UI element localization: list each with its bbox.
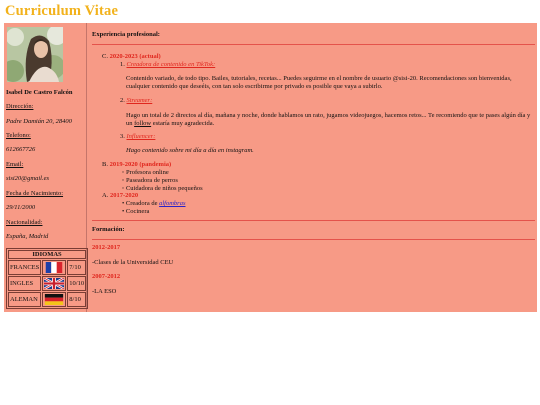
sub-item-1 [120,61,215,68]
phone-label: Telefono: [6,132,31,139]
list-item-text: Cuidadora de niños pequeños [125,185,203,192]
divider [92,220,535,221]
tiktok-link[interactable]: Creadora de contenido en TikTok: [126,61,216,68]
influencer-link[interactable]: Influencer: [126,133,156,140]
list-marker: A. [102,192,109,199]
streamer-text-b: estaría muy agradecida. [151,120,215,127]
cv-container [4,23,537,312]
language-score: 7/10 [67,260,86,275]
list-item-text: Paseadora de perros [125,177,178,184]
list-item: ◦ Profesora online [122,169,169,176]
influencer-description: Hago contenido sobre mi día a día en instagram. [126,147,254,154]
sub-item-3 [120,133,155,140]
job-c-heading [102,53,161,60]
language-name: ALEMAN [8,292,41,307]
profile-photo [7,27,63,82]
alfombras-link[interactable]: alfombras [159,200,186,207]
job-a-period: 2017-2020 [109,192,139,199]
uk-flag-icon [42,276,66,291]
education-period: 2007-2012 [92,273,121,280]
table-row [8,292,86,307]
list-marker: 1. [120,61,125,68]
tiktok-description: Contenido variado, de todo tipo. Bailes, tutoriales, recetas... Puedes seguirme en el nombre de usuario @sisi-20. Recomendaciones son bienvenidas, cualquier contenido que deseéis, con tan solo escribirme por privado es posible que vaya a subirlo. [126,75,512,90]
birth-label: Fecha de Nacimiento: [6,190,64,197]
language-score: 10/10 [67,276,86,291]
sidebar [4,23,87,312]
divider [92,239,535,240]
job-b-period: 2019-2020 (pandemia) [109,161,172,168]
germany-flag-icon [42,292,66,307]
email-value: sisi20@gmail.es [6,175,49,182]
page-title: Curriculum Vitae [5,3,119,19]
list-item: ◦ Cuidadora de niños pequeños [122,185,203,192]
list-item-text: Cocinera [125,208,150,215]
profile-name: Isabel De Castro Falcón [6,89,73,96]
language-name: INGLES [8,276,41,291]
streamer-link[interactable]: Streamer: [126,97,153,104]
table-row [8,260,86,275]
streamer-description [126,112,533,128]
languages-header: IDIOMAS [8,250,86,259]
list-marker: C. [102,53,108,60]
phone-value: 612667726 [6,146,36,153]
education-entry: -LA ESO [92,288,117,295]
list-marker: 3. [120,133,125,140]
france-flag-icon [42,260,66,275]
list-marker: 2. [120,97,125,104]
list-item-text: Creadora de [125,200,160,207]
job-a-heading [102,192,138,199]
nationality-label: Nacionalidad: [6,219,43,226]
follow-link[interactable]: follow [134,120,152,127]
birth-value: 29/11/2000 [6,204,36,211]
list-item: • Creadora de alfombras [122,200,186,207]
job-b-heading [102,161,171,168]
list-marker: B. [102,161,108,168]
job-c-period: 2020-2023 (actual) [109,53,161,60]
list-item: • Cocinera [122,208,150,215]
list-item: ◦ Paseadora de perros [122,177,178,184]
education-entry: -Clases de la Universidad CEU [92,259,174,266]
table-row [8,276,86,291]
languages-table [6,248,88,309]
language-name: FRANCES [8,260,41,275]
address-label: Dirección: [6,103,34,110]
sub-item-2 [120,97,152,104]
address-value: Padre Damián 20, 28400 [6,118,72,125]
list-item-text: Profesora online [125,169,169,176]
language-score: 8/10 [67,292,86,307]
email-label: Email: [6,161,24,168]
education-period: 2012-2017 [92,244,121,251]
experience-heading: Experiencia profesional: [92,31,160,38]
streamer-text-a: Hago un total de 2 directos al día, mañana y noche, donde hablamos un rato, jugamos videojuegos, hacemos retos... Te recomiendo que te pases algún día y un [126,112,531,127]
nationality-value: España, Madrid [6,233,49,240]
education-heading: Formación: [92,226,125,233]
divider [92,44,535,45]
main-content [92,23,537,312]
